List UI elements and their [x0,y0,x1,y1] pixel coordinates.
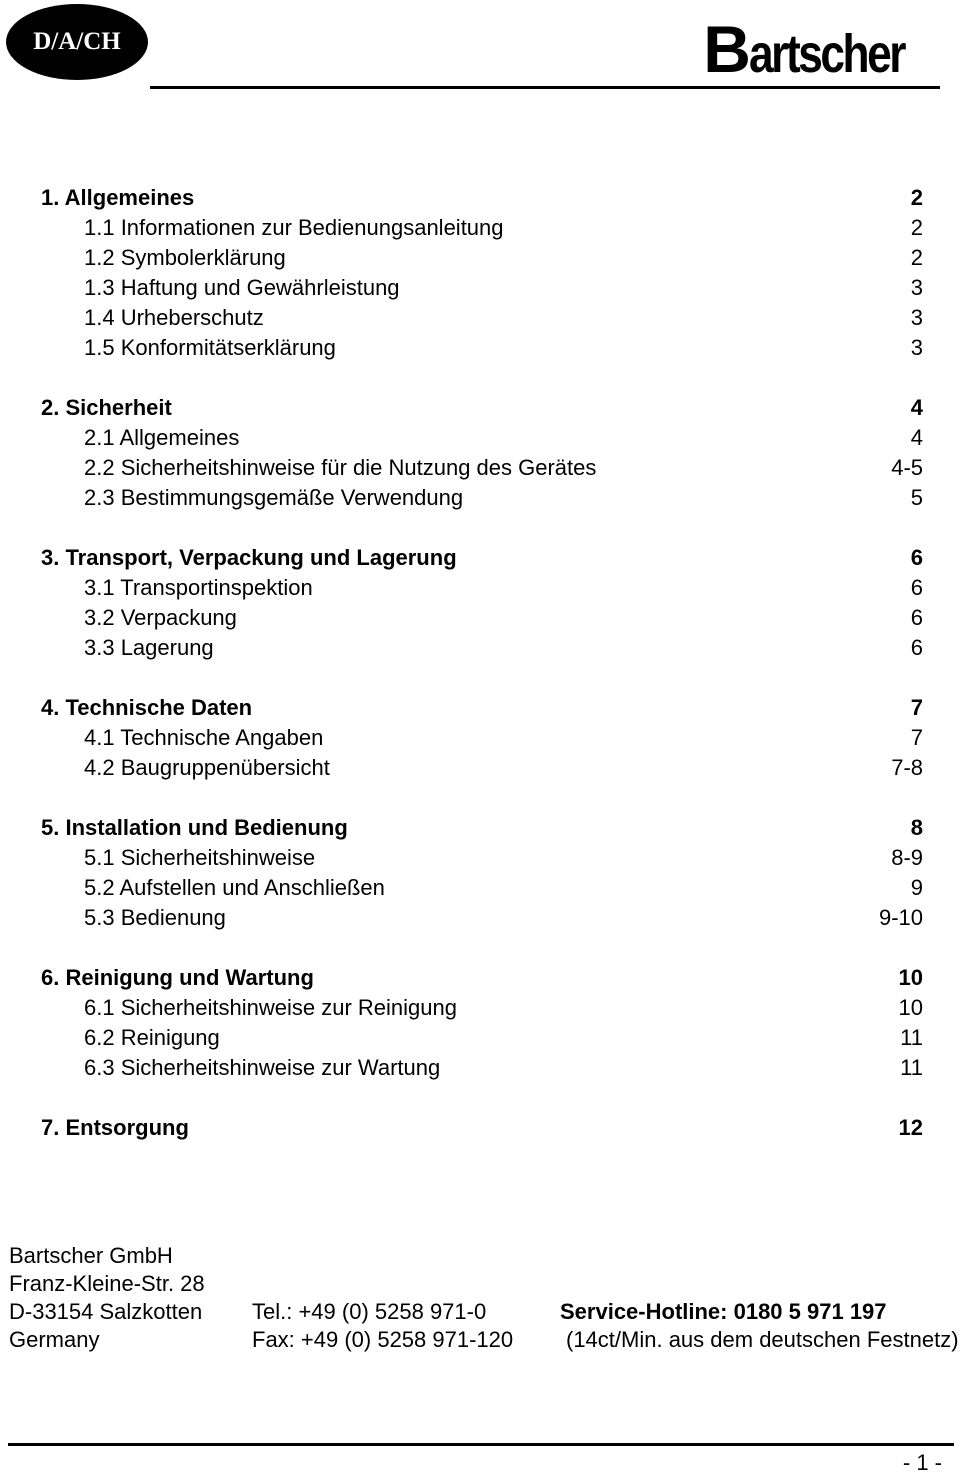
toc-entry-title: 1.4 Urheberschutz [84,305,264,330]
street: Franz-Kleine-Str. 28 [9,1271,205,1296]
toc-section-row [41,393,925,423]
toc-entry-page: 3 [910,305,923,330]
toc-subsection-row [41,213,925,243]
toc-entry-title: 6.3 Sicherheitshinweise zur Wartung [84,1055,441,1080]
toc-entry-title: 7. Entsorgung [41,1115,189,1140]
service-hotline: Service-Hotline: 0180 5 971 197 [560,1299,887,1324]
toc-spacer [41,1083,925,1113]
toc-entry-page: 2 [910,215,923,240]
address-line-street [9,1270,205,1298]
toc-entry-title: 5. Installation und Bedienung [41,815,348,840]
toc-entry-title: 2.3 Bestimmungsgemäße Verwendung [84,485,464,510]
toc-subsection-row [41,243,925,273]
toc-entry-page: 7-8 [891,755,923,780]
region-badge: D/A/CH [6,4,148,80]
toc-entry-page: 12 [898,1115,923,1140]
country: Germany [9,1327,100,1352]
address-line-company [9,1242,205,1270]
toc-subsection-row [41,573,925,603]
toc-entry-page: 6 [910,575,923,600]
toc-entry-page: 10 [898,995,923,1020]
toc-section-row [41,1113,925,1143]
toc-entry-page: 4 [910,425,923,450]
header-rule [150,86,940,89]
toc-entry-page: 6 [910,545,923,570]
toc-entry-title: 1.1 Informationen zur Bedienungsanleitung [84,215,504,240]
toc-entry-title: 1.2 Symbolerklärung [84,245,286,270]
toc-subsection-row [41,303,925,333]
toc-entry-title: 4.2 Baugruppenübersicht [84,755,330,780]
footer-rule [8,1443,954,1446]
toc-spacer [41,783,925,813]
toc-entry-title: 2.1 Allgemeines [84,425,240,450]
toc-entry-title: 5.3 Bedienung [84,905,226,930]
toc-subsection-row [41,483,925,513]
toc-entry-title: 6.1 Sicherheitshinweise zur Reinigung [84,995,457,1020]
toc-subsection-row [41,603,925,633]
toc-entry-page: 6 [910,605,923,630]
toc-entry-page: 10 [898,965,923,990]
toc-entry-page: 6 [910,635,923,660]
fax: Fax: +49 (0) 5258 971-120 [252,1327,514,1352]
toc-entry-page: 2 [910,185,923,210]
toc-subsection-row [41,273,925,303]
logo-letter-b: B [703,12,749,86]
toc-entry-title: 3.1 Transportinspektion [84,575,313,600]
toc-section-row [41,693,925,723]
telephone: Tel.: +49 (0) 5258 971-0 [252,1299,487,1324]
toc-entry-title: 1. Allgemeines [41,185,195,210]
company-name: Bartscher GmbH [9,1243,173,1268]
toc-entry-page: 7 [910,725,923,750]
toc-entry-page: 7 [910,695,923,720]
toc-subsection-row [41,723,925,753]
toc-entry-title: 5.1 Sicherheitshinweise [84,845,316,870]
toc-subsection-row [41,753,925,783]
toc-spacer [41,363,925,393]
toc-section-row [41,813,925,843]
toc-spacer [41,663,925,693]
hotline-note: (14ct/Min. aus dem deutschen Festnetz) [566,1327,959,1352]
toc-entry-page: 8 [910,815,923,840]
toc-section-row [41,543,925,573]
toc-entry-page: 11 [900,1025,923,1050]
toc-entry-page: 8-9 [891,845,923,870]
toc-entry-title: 3.3 Lagerung [84,635,214,660]
toc-entry-title: 6. Reinigung und Wartung [41,965,314,990]
city: D-33154 Salzkotten [9,1299,203,1324]
logo-letters: artscher [748,24,904,84]
toc-entry-title: 3. Transport, Verpackung und Lagerung [41,545,457,570]
toc-entry-title: 4.1 Technische Angaben [84,725,324,750]
toc-entry-title: 1.5 Konformitätserklärung [84,335,336,360]
address-line-city [9,1298,887,1326]
toc-section-row [41,183,925,213]
toc-entry-title: 5.2 Aufstellen und Anschließen [84,875,385,900]
table-of-contents [41,183,925,1143]
address-line-country [9,1326,959,1354]
toc-subsection-row [41,1023,925,1053]
toc-subsection-row [41,633,925,663]
toc-section-row [41,963,925,993]
toc-subsection-row [41,873,925,903]
toc-entry-title: 6.2 Reinigung [84,1025,220,1050]
bartscher-logo [703,12,938,86]
toc-subsection-row [41,1053,925,1083]
toc-subsection-row [41,993,925,1023]
toc-entry-page: 4 [910,395,923,420]
toc-spacer [41,513,925,543]
toc-entry-page: 4-5 [891,455,923,480]
toc-entry-page: 5 [910,485,923,510]
toc-entry-page: 9-10 [878,905,923,930]
toc-subsection-row [41,453,925,483]
toc-subsection-row [41,423,925,453]
toc-entry-title: 2. Sicherheit [41,395,172,420]
toc-entry-title: 2.2 Sicherheitshinweise für die Nutzung des Gerätes [84,455,597,480]
toc-entry-page: 2 [910,245,923,270]
toc-entry-page: 11 [900,1055,923,1080]
toc-subsection-row [41,843,925,873]
toc-entry-title: 1.3 Haftung und Gewährleistung [84,275,400,300]
toc-entry-page: 9 [910,875,923,900]
toc-entry-title: 4. Technische Daten [41,695,253,720]
page-number: - 1 - [902,1450,942,1475]
toc-subsection-row [41,903,925,933]
toc-spacer [41,933,925,963]
toc-entry-page: 3 [910,335,923,360]
toc-entry-title: 3.2 Verpackung [84,605,237,630]
toc-entry-page: 3 [910,275,923,300]
company-address [9,1242,959,1354]
toc-subsection-row [41,333,925,363]
